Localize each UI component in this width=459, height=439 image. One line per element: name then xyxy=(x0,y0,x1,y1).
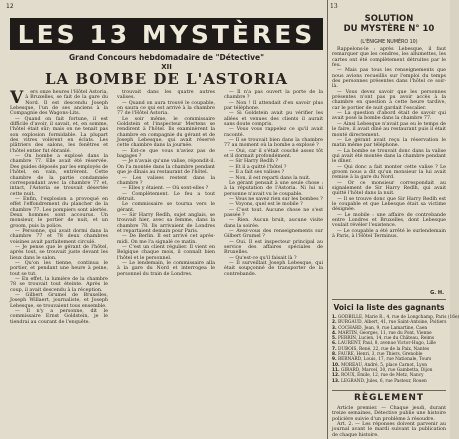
winners-title: Voici la liste des gagnants xyxy=(333,303,445,312)
reglement-title: RÈGLEMENT xyxy=(353,393,425,403)
page-number-right: 13 xyxy=(330,3,338,10)
story-column-3 xyxy=(224,90,323,435)
paragraph: — Vous ne savez rien sur les bombes ? xyxy=(229,196,323,202)
winner-rank: 10. xyxy=(332,362,340,368)
paragraph: Article premier. — Chaque jeudi, durant treize semaines, Détective publie une histoire policière suivie d'un problème à résoudre. xyxy=(332,406,446,422)
solution-title-line1: SOLUTION xyxy=(364,14,414,24)
reglement-text xyxy=(332,406,446,437)
paragraph: trouvait dans les quatre autres valises. xyxy=(117,90,215,101)
paragraph: — Qu'est-ce qu'il faisait là ? xyxy=(229,255,297,261)
col2-body xyxy=(117,90,215,277)
winner-rank: 1. xyxy=(332,315,337,320)
paragraph: — Le mobile : une affaire de contrebande entre Londres et Bruxelles, dont Lebesque voulait révéler l'existence. xyxy=(332,212,446,229)
paragraph: — Qui donc a fait monter cette valise ? Le groom nous a dit qu'un monsieur la lui avait remise à la gare du Nord. xyxy=(332,164,446,181)
section-divider xyxy=(332,299,446,300)
paragraph: — Quand on fait fortune, il est difficile d'avoir, il savait, et, en somme, l'hôtel était sûr; mais on ne tenait pas son explosion formidable. La plupart des vitres volèrent en éclats. Les plâtriers des salons, les fenêtres et l'hôtel entier fut ébranlé. xyxy=(10,116,108,154)
page-number: 12 xyxy=(6,3,14,10)
paragraph: — Il n'y a personne, dit le commissaire Ernst Goldstein, je le tiendrai au courant de l'enquête. xyxy=(10,309,108,325)
story-column-2 xyxy=(117,90,215,435)
col1-body xyxy=(10,90,108,325)
paragraph: — Il se trouve donc que Sir Harry Redlh est le coupable et que Lebesque était sa victime désignée. xyxy=(332,196,446,213)
paragraph: — Le coupable a été arrêté le surlendemain à Paris, à l'Hôtel Terminus. xyxy=(332,228,446,240)
winner-rank: 3. xyxy=(332,325,337,331)
banner-title: LES 13 MYSTÈRES xyxy=(17,19,316,49)
paragraph: — Il n'a pas ouvert la porte de la chambre ? xyxy=(224,90,323,101)
paragraph: — Avez-vous des renseignements sur Gilbert Grumel ? xyxy=(224,228,323,240)
winner-rank: 12. xyxy=(332,373,340,379)
paragraph: — De Berlin. Il est arrivé cet après-midi. On me l'a signalé ce matin. xyxy=(117,234,215,245)
winner-name: MARTIN, Georges, 11, rue du Pont, Vienne xyxy=(338,330,432,336)
winner-name: BURGAUD, Albert, 41, rue Saint-Antoine, Poitiers xyxy=(338,320,447,326)
drop-cap: V xyxy=(10,88,24,108)
column-divider xyxy=(327,0,328,439)
paragraph: Le soir même, le commissaire Goldstein et l'inspecteur Mertens se rendirent à l'hôtel. Ils examinèrent la chambre en compagnie du gérant et de Joseph Lebesque, qui avait réservé cette chambre dans la journée. xyxy=(117,116,215,149)
paragraph: Le gérant pensait à une seule chose : à la réputation de l'Astoria. Ni lui ni personne n'avait vu le coupable. xyxy=(224,180,323,197)
winner-name: GIRARD, Marcel, 30, rue Gambetta, Dijon xyxy=(341,367,433,373)
paragraph: — Personne, qui avait dormi dans la chambre 77 et 78 deux chambres voisines avait parfaitement circulé. xyxy=(10,228,108,245)
paragraph: — Je pense que le gérant de l'hôtel, après tout, se trouvait juste devant les lieux dans le salon. xyxy=(10,244,108,261)
solution-signature: G. H. xyxy=(430,290,444,296)
winner-name: GODBILLE, Marie R., 4, rue de Longchamp, Paris (16e) xyxy=(338,315,459,320)
winner-name: FAURE, Henri, 3, rue Thiers, Grenoble xyxy=(338,352,423,358)
paragraph: — Gilbert Grumel de Bruxelles, Joseph Willaert, journaliste, et Joseph Lebesque, se trouvaient tous ensemble. xyxy=(10,293,108,309)
paragraph: — Qu'on les tienne, continua le portier, et pendant une heure à peine, tout se tut. xyxy=(10,261,108,277)
paragraph: — En effet, la lumière de la chambre 78 se trouvait tout éteinte. Après le coup, il avait descendu à la réception. xyxy=(10,277,108,293)
paragraph: Le commissaire se tourna vers le gérant. xyxy=(117,202,215,213)
winner-rank: 13. xyxy=(332,378,340,384)
chapter-number: XII xyxy=(161,63,172,71)
paragraph: — On bombe a explosé dans la chambre 77. Elle avait été réservée. Des guides déposés par les employés de l'hôtel, en vain, entrèrent. Cette chambre de la partie condamnée correspondant avec la chambre 77 et, intact, l'Astoria se trouvait désertée cette nuit. xyxy=(10,154,108,197)
paragraph: — Si Goldstein avait pu vérifier les allées et venues des clients il aurait sans doute compris. xyxy=(224,111,323,128)
winner-rank: 5. xyxy=(332,336,337,342)
paragraph: — Il surveillait Joseph Lebesque, qui était soupçonné de transporter de la contrebande. xyxy=(224,261,323,277)
winner-name: COCHARD, Jean, 9, rue Lamartine, Caen xyxy=(338,325,428,331)
paragraph: — Il se trouvait bien dans la chambre 77 au moment où la bombe a explosé ? xyxy=(224,138,323,149)
paragraph: — Oui, car il s'était couché assez tôt et il dormait profondément. xyxy=(224,148,323,160)
winner-name: BERNARD, Louis, 17, rue Nationale, Tours xyxy=(338,357,432,363)
solution-title-line2: DU MYSTÈRE N° 10 xyxy=(343,24,435,34)
contest-banner xyxy=(10,18,323,50)
paragraph: — Quand on aura trouvé le coupable, on saura ce qui est arrivé à la chambre 77 de l'Hôtel Astoria. xyxy=(117,100,215,117)
winner-name: LEGRAND, Jules, 6, rue Pasteur, Rouen xyxy=(341,378,427,384)
paragraph: — Elles y étaient. — Où sont-elles ? xyxy=(122,186,209,192)
paragraph: — Complètement. Le feu a tout détruit. xyxy=(117,191,215,202)
story-title: LA BOMBE DE L'ASTORIA xyxy=(45,70,288,88)
paragraph: — Les valises restent dans la chambre ? xyxy=(117,175,215,186)
paragraph: — C'est tout. Aucune chose ne s'est passée ? xyxy=(224,207,323,218)
paragraph: — Vous vous rappelez ce qu'il avait raconté. xyxy=(224,127,323,138)
paragraph: — Sir Harry Redlh ? xyxy=(229,159,279,165)
paragraph: — Mais pas tous les renseignements que nous avions recueillis sur l'emploi du temps des personnes présentes dans l'hôtel ce soir-là. xyxy=(332,68,446,90)
paragraph: — Enfin, l'explosion a provoqué en effet l'effondrement du plancher de la chambre 77. Les pompiers sont alertés. Deux hommes sont accourus. Un monsieur, le portier de nuit, et un groom, puis la police. xyxy=(10,196,108,229)
paragraph: — Oui. Il est inspecteur principal au service des affaires spéciales de Bruxelles. xyxy=(224,239,323,256)
paragraph: — Voyons, quel est le mobile ? xyxy=(229,202,303,208)
paragraph: — Le lendemain, le commissaire alla à la gare du Nord et interrogea le personnel du train de Londres. xyxy=(117,261,215,277)
winner-rank: 9. xyxy=(332,357,337,363)
paragraph: Rappelons-le : après Lebesque, il faut remarquer que les cendres, les allumettes, les cartes ont été complètement détruites par le feu. xyxy=(332,47,446,69)
winner-rank: 4. xyxy=(332,330,337,336)
paragraph: — Sir Harry Redlh, sujet anglais, se trouvait hier, avec sa femme, dans la chambre 78. Ils arrivaient de Londres et repartaient demain pour Paris. xyxy=(117,212,215,234)
winner-name: MOREAU, André, 5, place Carnot, Lyon xyxy=(341,362,428,368)
winner-rank: 2. xyxy=(332,320,337,326)
paragraph: — Or ce monsieur correspondait au signalement de Sir Harry Redlh, qui avait quitté l'hôtel dans la nuit. xyxy=(332,180,446,197)
paragraph: — Le gérant avait reçu la réservation le matin même par téléphone. xyxy=(332,137,446,149)
paragraph: — C'est un client régulier. Il vient en Belgique chaque mois, il connaît bien l'hôtel et le personnel. xyxy=(117,244,215,261)
winner-rank: 6. xyxy=(332,341,337,347)
winner-rank: 8. xyxy=(332,352,337,358)
winner-name: ROUX, Émile, 12, rue de Metz, Nancy xyxy=(341,373,424,379)
winner-entry xyxy=(332,379,446,384)
paragraph: — Je n'avais qu'une valise, répondit-il. On l'a montée dans la chambre pendant que je dînais au restaurant de l'hôtel. xyxy=(117,159,215,176)
paragraph: — La question d'abord était de savoir qui avait posé la bombe dans la chambre 77. xyxy=(332,111,446,122)
story-column-1 xyxy=(10,90,108,435)
winner-name: LAURENT, Paul, 8, avenue Victor-Hugo, Lille xyxy=(338,341,436,347)
solution-issue: (L'ÉNIGME NUMÉRO 10) xyxy=(360,40,418,45)
winner-rank: 7. xyxy=(332,346,337,352)
section-divider-2 xyxy=(332,390,446,391)
paragraph: Art. 2. — Les réponses doivent parvenir au journal avant le mardi suivant la publication de chaque histoire. xyxy=(332,422,446,438)
winner-name: DUBOIS, René, 22, rue de la Paix, Nantes xyxy=(338,346,430,352)
solution-text xyxy=(332,47,446,290)
winner-name: PERRIN, Lucien, 14, rue du Château, Reims xyxy=(338,336,435,342)
paragraph: ers onze heures l'Hôtel Astoria, à Bruxelles, se fait de la gare du Nord. Il est descendu Joseph Lebesque, l'un de ses anciens à la Compagnie des Wagons-Lits. xyxy=(10,90,108,117)
paragraph: — Vous devez savoir que les personnes présentes n'ont pas pu avoir accès à la chambre en question à cette heure tardive, car le portier de nuit gardait l'escalier. xyxy=(332,89,446,111)
winners-list xyxy=(332,315,459,384)
paragraph: — Il a fait ses valises ? xyxy=(229,170,285,176)
paragraph: — Est-ce que vous n'aviez pas de bagages ? xyxy=(117,148,215,160)
contest-subtitle: Grand Concours hebdomadaire de "Détective" xyxy=(69,53,264,62)
winner-rank: 11. xyxy=(332,367,340,373)
solution-body xyxy=(332,47,446,239)
solution-title xyxy=(332,14,446,34)
paragraph: — Ainsi Lebesque n'avait pas eu le temps de le faire, il avait dîné au restaurant puis il était monté directement. xyxy=(332,121,446,138)
col3-body xyxy=(224,90,323,277)
reglement-body xyxy=(332,406,446,438)
paragraph: — Et il a quitté l'hôtel ? xyxy=(229,164,287,170)
paragraph: — La bombe se trouvait donc dans la valise qui avait été montée dans la chambre pendant le dîner. xyxy=(332,148,446,165)
paragraph: — Rien. Aucun bruit, aucune visite dans la soirée. xyxy=(224,218,323,229)
paragraph: — Non ! Il attendait d'en savoir plus par téléphone. xyxy=(224,100,323,112)
paragraph: — Non, il est reparti dans la nuit. xyxy=(229,175,311,181)
